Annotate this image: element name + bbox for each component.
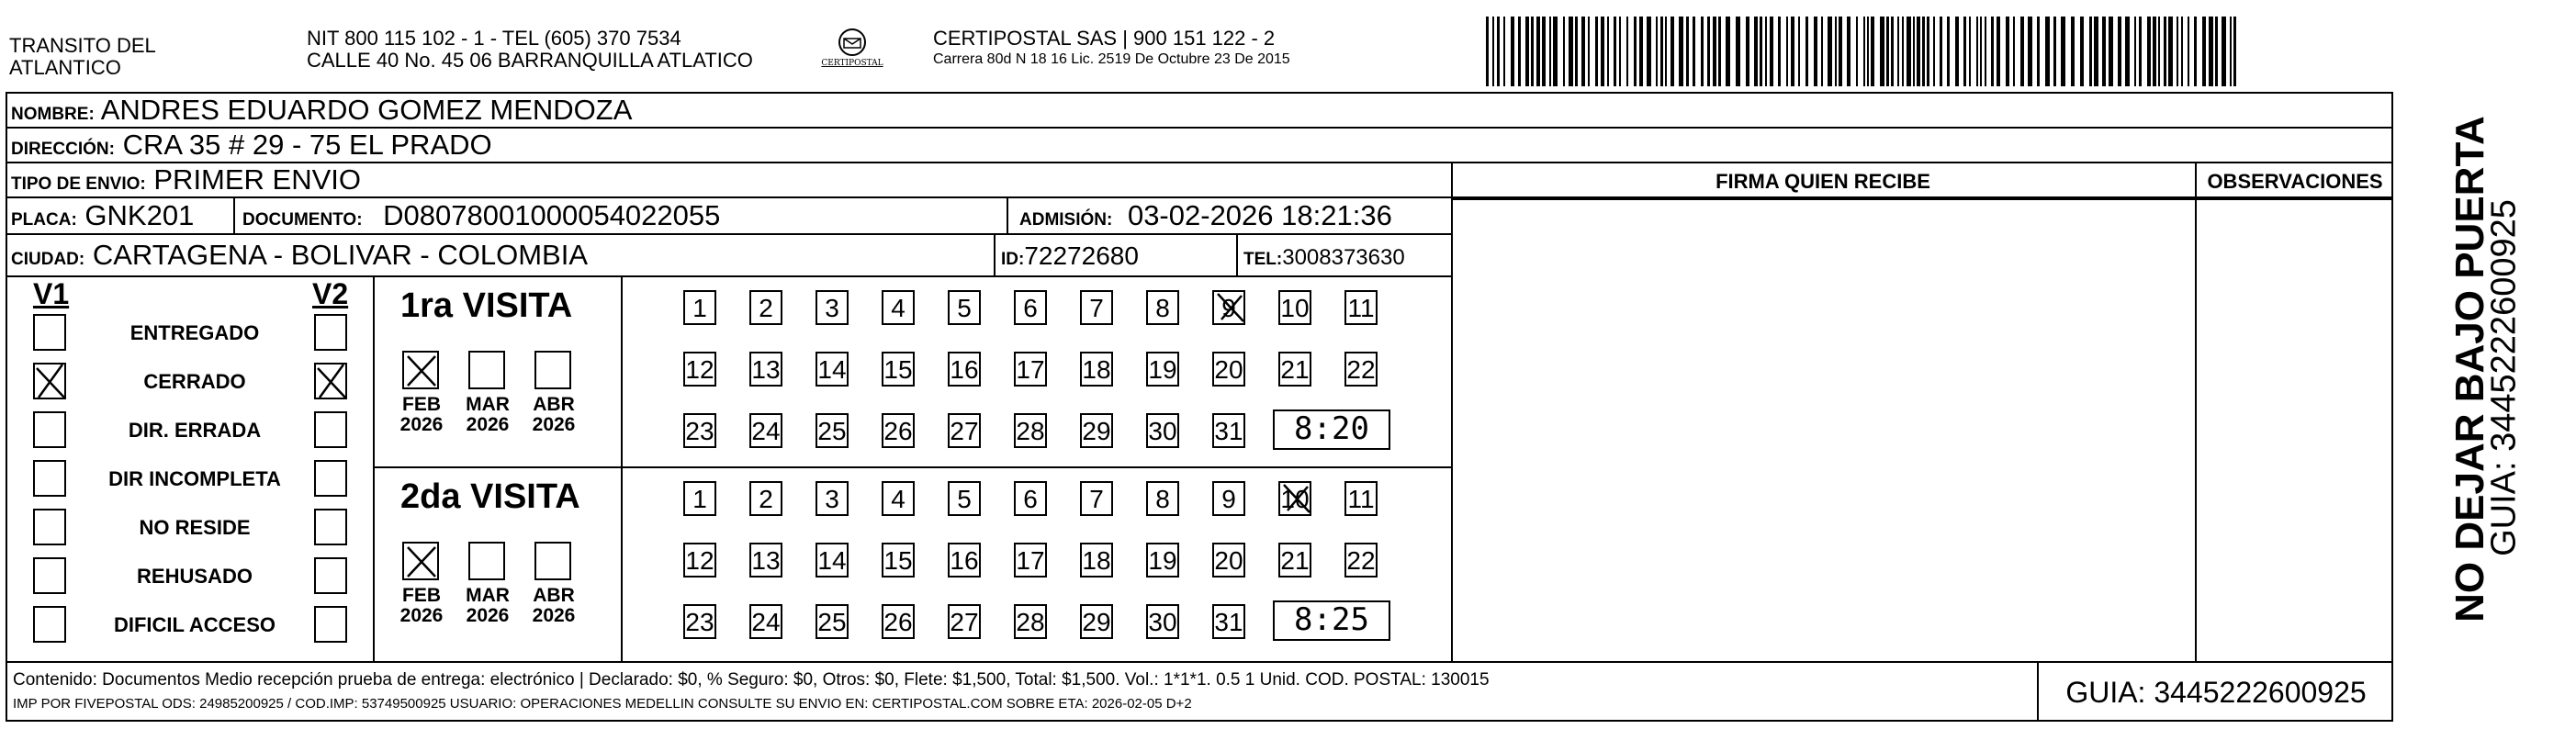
v2-checkbox-3[interactable] bbox=[314, 460, 347, 497]
status-label-0: ENTREGADO bbox=[129, 321, 260, 344]
barcode-bar bbox=[2020, 17, 2024, 86]
barcode-bar bbox=[1856, 17, 1858, 86]
visit-1-month-checkbox-0[interactable] bbox=[402, 542, 439, 580]
visit-0-day-13[interactable]: 13 bbox=[749, 352, 782, 387]
barcode-bar bbox=[1765, 17, 1767, 86]
visit-0-day-29[interactable]: 29 bbox=[1080, 413, 1113, 448]
barcode-bar bbox=[1917, 17, 1920, 86]
visit-1-day-4[interactable]: 4 bbox=[882, 481, 915, 516]
v2-checkbox-1[interactable] bbox=[314, 363, 347, 399]
id-cell bbox=[996, 235, 1238, 275]
v2-checkbox-6[interactable] bbox=[314, 606, 347, 643]
barcode-bar bbox=[2094, 17, 2098, 86]
barcode-bar bbox=[2028, 17, 2032, 86]
barcode-bar bbox=[1791, 17, 1794, 86]
recipient-address: CRA 35 # 29 - 75 EL PRADO bbox=[122, 129, 492, 161]
footer-print-info: IMP POR FIVEPOSTAL ODS: 24985200925 / COD.IMP: 53749500925 USUARIO: OPERACIONES MEDELLIN CONSULTE SU ENVIO EN: CERTIPOSTAL.COM SOBRE ETA: 2026-02-05 D+2 bbox=[13, 696, 1192, 712]
barcode-bar bbox=[1634, 17, 1637, 86]
barcode-bar bbox=[1701, 17, 1704, 86]
barcode-bar bbox=[2053, 17, 2056, 86]
visit-0-day-23[interactable]: 23 bbox=[683, 413, 716, 448]
barcode-bar bbox=[1897, 17, 1899, 86]
footer-divider bbox=[6, 661, 2393, 663]
visit-0-month-label-0 bbox=[389, 395, 454, 435]
visit-1-month-checkbox-1[interactable] bbox=[468, 542, 505, 580]
city-row bbox=[6, 235, 1451, 277]
barcode-bar bbox=[1835, 17, 1837, 86]
footer-guide: GUIA: 3445222600925 bbox=[2065, 676, 2367, 709]
shipping-type: PRIMER ENVIO bbox=[153, 163, 362, 196]
visit-0-day-15[interactable]: 15 bbox=[882, 352, 915, 387]
hand-x-mark-icon bbox=[404, 353, 441, 391]
status-label-4: NO RESIDE bbox=[139, 516, 251, 539]
document-cell bbox=[235, 198, 1008, 233]
day-number: 9 bbox=[1221, 294, 1236, 322]
barcode-bar bbox=[2209, 17, 2213, 86]
barcode-bar bbox=[1947, 17, 1950, 86]
barcode-bar bbox=[2118, 17, 2121, 86]
visit-1-day-9[interactable]: 9 bbox=[1212, 481, 1245, 516]
visit-1-month-checkbox-2[interactable] bbox=[534, 542, 571, 580]
barcode-bar bbox=[1991, 17, 1994, 86]
barcode-bar bbox=[2188, 17, 2189, 86]
signature-header: FIRMA QUIEN RECIBE bbox=[1715, 170, 1930, 193]
name-label: NOMBRE: bbox=[11, 105, 95, 124]
barcode-bar bbox=[1828, 17, 1832, 86]
month-name: FEB bbox=[402, 394, 441, 415]
nit-line: NIT 800 115 102 - 1 - TEL (605) 370 7534 bbox=[307, 27, 681, 50]
barcode-bar bbox=[1595, 17, 1598, 86]
barcode-bar bbox=[1940, 17, 1942, 86]
visit-1-day-2[interactable]: 2 bbox=[749, 481, 782, 516]
barcode bbox=[1486, 17, 2239, 86]
barcode-bar bbox=[1963, 17, 1966, 86]
shipping-label: TIPO DE ENVIO: bbox=[11, 174, 146, 194]
barcode-bar bbox=[2168, 17, 2173, 86]
barcode-bar bbox=[1518, 17, 1521, 86]
barcode-bar bbox=[1553, 17, 1558, 86]
barcode-bar bbox=[2139, 17, 2142, 86]
barcode-bar bbox=[1563, 17, 1565, 86]
org-contact bbox=[307, 28, 753, 72]
month-name: MAR bbox=[466, 585, 510, 606]
barcode-bar bbox=[1726, 17, 1730, 86]
visit-0-day-28[interactable]: 28 bbox=[1014, 413, 1047, 448]
visit-0-day-11[interactable]: 11 bbox=[1344, 290, 1378, 325]
visit-1-day-21[interactable]: 21 bbox=[1278, 543, 1311, 578]
visit-0-day-5[interactable]: 5 bbox=[948, 290, 981, 325]
barcode-bar bbox=[1639, 17, 1643, 86]
barcode-bar bbox=[1980, 17, 1982, 86]
visit-0-day-3[interactable]: 3 bbox=[816, 290, 849, 325]
month-year: 2026 bbox=[532, 414, 576, 435]
barcode-bar bbox=[1601, 17, 1604, 86]
barcode-bar bbox=[2230, 17, 2232, 86]
barcode-bar bbox=[2061, 17, 2065, 86]
hand-x-mark-icon bbox=[310, 359, 351, 403]
day-number: 10 bbox=[1280, 485, 1310, 513]
barcode-bar bbox=[1581, 17, 1585, 86]
barcode-bar bbox=[1814, 17, 1817, 86]
barcode-bar bbox=[1492, 17, 1494, 86]
visit-1-day-7[interactable]: 7 bbox=[1080, 481, 1113, 516]
barcode-bar bbox=[1656, 17, 1658, 86]
barcode-bar bbox=[1660, 17, 1663, 86]
visit-1-day-17[interactable]: 17 bbox=[1014, 543, 1047, 578]
barcode-bar bbox=[1707, 17, 1710, 86]
barcode-bar bbox=[1614, 17, 1616, 86]
barcode-bar bbox=[1531, 17, 1534, 86]
visit-0-day-6[interactable]: 6 bbox=[1014, 290, 1047, 325]
city-label: CIUDAD: bbox=[11, 250, 85, 269]
visit-panel-divider bbox=[621, 277, 623, 661]
company-line: CERTIPOSTAL SAS | 900 151 122 - 2 bbox=[933, 27, 1276, 50]
visit-title-1: 2da VISITA bbox=[400, 477, 580, 516]
barcode-bar bbox=[2202, 17, 2206, 86]
document-value: D08078001000054022055 bbox=[383, 199, 721, 231]
visit-0-day-8[interactable]: 8 bbox=[1146, 290, 1179, 325]
barcode-bar bbox=[1863, 17, 1865, 86]
barcode-bar bbox=[2147, 17, 2151, 86]
barcode-bar bbox=[1933, 17, 1935, 86]
barcode-bar bbox=[1922, 17, 1925, 86]
visit-1-day-22[interactable]: 22 bbox=[1344, 543, 1378, 578]
visit-1-day-11[interactable]: 11 bbox=[1344, 481, 1378, 516]
barcode-bar bbox=[1569, 17, 1573, 86]
barcode-bar bbox=[1503, 17, 1505, 86]
side-warning: NO DEJAR BAJO PUERTA bbox=[2447, 116, 2492, 622]
visit-1-day-13[interactable]: 13 bbox=[749, 543, 782, 578]
hand-x-mark-icon bbox=[1212, 290, 1249, 327]
barcode-bar bbox=[1786, 17, 1788, 86]
visit-0-day-24[interactable]: 24 bbox=[749, 413, 782, 448]
v1-checkbox-3[interactable] bbox=[33, 460, 66, 497]
license-line: Carrera 80d N 18 16 Lic. 2519 De Octubre 23 De 2015 bbox=[933, 51, 1290, 67]
v1-checkbox-1[interactable] bbox=[33, 363, 66, 399]
barcode-bar bbox=[2013, 17, 2015, 86]
org-name bbox=[9, 35, 156, 79]
barcode-bar bbox=[1821, 17, 1823, 86]
barcode-bar bbox=[1686, 17, 1689, 86]
barcode-bar bbox=[2037, 17, 2040, 86]
visit-0-day-12[interactable]: 12 bbox=[683, 352, 716, 387]
barcode-bar bbox=[1718, 17, 1721, 86]
visit-0-month-label-1 bbox=[456, 395, 520, 435]
status-label-6: DIFICIL ACCESO bbox=[113, 613, 276, 636]
barcode-bar bbox=[1575, 17, 1578, 86]
barcode-bar bbox=[1798, 17, 1800, 86]
barcode-bar bbox=[1511, 17, 1514, 86]
barcode-bar bbox=[1886, 17, 1889, 86]
barcode-bar bbox=[2080, 17, 2084, 86]
barcode-bar bbox=[2006, 17, 2009, 86]
visit-1-day-14[interactable]: 14 bbox=[816, 543, 849, 578]
visit-0-month-label-2 bbox=[522, 395, 586, 435]
barcode-bar bbox=[1670, 17, 1674, 86]
barcode-bar bbox=[2233, 17, 2236, 86]
visit-title-0: 1ra VISITA bbox=[400, 286, 573, 325]
v2-label: V2 bbox=[312, 277, 349, 310]
hand-x-mark-icon bbox=[1278, 481, 1315, 518]
visit-0-day-2[interactable]: 2 bbox=[749, 290, 782, 325]
barcode-bar bbox=[2134, 17, 2136, 86]
header-underline-right bbox=[1451, 198, 2393, 200]
side-guide: GUIA: 3445222600925 bbox=[2484, 199, 2524, 556]
visit-1-day-3[interactable]: 3 bbox=[816, 481, 849, 516]
visit-0-month-checkbox-0[interactable] bbox=[402, 351, 439, 389]
barcode-bar bbox=[1626, 17, 1628, 86]
barcode-bar bbox=[2164, 17, 2166, 86]
barcode-bar bbox=[1647, 17, 1651, 86]
v2-checkbox-2[interactable] bbox=[314, 411, 347, 448]
v2-checkbox-0[interactable] bbox=[314, 314, 347, 351]
visit-1-day-28[interactable]: 28 bbox=[1014, 604, 1047, 639]
visit-1-day-15[interactable]: 15 bbox=[882, 543, 915, 578]
visit-0-day-10[interactable]: 10 bbox=[1278, 290, 1311, 325]
city-value: CARTAGENA - BOLIVAR - COLOMBIA bbox=[92, 239, 589, 271]
barcode-bar bbox=[1770, 17, 1773, 86]
tel-label: TEL: bbox=[1243, 250, 1283, 269]
v2-checkbox-5[interactable] bbox=[314, 557, 347, 594]
admission-label: ADMISIÓN: bbox=[1019, 210, 1113, 230]
visit-1-day-8[interactable]: 8 bbox=[1146, 481, 1179, 516]
footer-contents: Contenido: Documentos Medio recepción prueba de entrega: electrónico | Declarado: $0, % Seguro: $0, Otros: $0, Flete: $1,500, Total: $1,500. Vol.: 1*1*1. 0.5 1 Unid. COD. POSTAL: 130015 bbox=[13, 670, 1490, 690]
v1-checkbox-6[interactable] bbox=[33, 606, 66, 643]
visit-1-month-label-0 bbox=[389, 586, 454, 626]
barcode-bar bbox=[1976, 17, 1978, 86]
visit-0-day-1[interactable]: 1 bbox=[683, 290, 716, 325]
visit-1-day-23[interactable]: 23 bbox=[683, 604, 716, 639]
barcode-bar bbox=[1549, 17, 1551, 86]
status-label-1: CERRADO bbox=[143, 370, 246, 393]
barcode-bar bbox=[1760, 17, 1762, 86]
visit-0-day-14[interactable]: 14 bbox=[816, 352, 849, 387]
barcode-bar bbox=[1902, 17, 1904, 86]
visit-split-line bbox=[375, 466, 1451, 468]
barcode-bar bbox=[1486, 17, 1489, 86]
barcode-bar bbox=[2109, 17, 2113, 86]
barcode-bar bbox=[1693, 17, 1695, 86]
address-line: CALLE 40 No. 45 06 BARRANQUILLA ATLATICO bbox=[307, 49, 753, 72]
barcode-bar bbox=[2071, 17, 2075, 86]
visit-1-day-16[interactable]: 16 bbox=[948, 543, 981, 578]
barcode-bar bbox=[1736, 17, 1740, 86]
visit-1-day-31[interactable]: 31 bbox=[1212, 604, 1245, 639]
visit-1-day-19[interactable]: 19 bbox=[1146, 543, 1179, 578]
v1-checkbox-5[interactable] bbox=[33, 557, 66, 594]
month-year: 2026 bbox=[466, 605, 510, 626]
barcode-bar bbox=[2153, 17, 2156, 86]
month-year: 2026 bbox=[399, 414, 444, 435]
barcode-graphic bbox=[1486, 17, 2239, 86]
admission-cell bbox=[1008, 198, 1451, 233]
visit-1-day-25[interactable]: 25 bbox=[816, 604, 849, 639]
visit-0-day-9[interactable] bbox=[1212, 290, 1245, 325]
plate-cell bbox=[6, 198, 235, 233]
recipient-name: ANDRES EDUARDO GOMEZ MENDOZA bbox=[100, 94, 633, 126]
hand-x-mark-icon bbox=[29, 359, 70, 403]
visit-1-day-26[interactable]: 26 bbox=[882, 604, 915, 639]
visit-1-day-29[interactable]: 29 bbox=[1080, 604, 1113, 639]
visit-0-day-27[interactable]: 27 bbox=[948, 413, 981, 448]
visit-0-month-checkbox-1[interactable] bbox=[468, 351, 505, 389]
month-name: ABR bbox=[533, 394, 575, 415]
visit-0-day-22[interactable]: 22 bbox=[1344, 352, 1378, 387]
visit-0-day-18[interactable]: 18 bbox=[1080, 352, 1113, 387]
barcode-bar bbox=[2222, 17, 2226, 86]
month-year: 2026 bbox=[466, 414, 510, 435]
v1-checkbox-2[interactable] bbox=[33, 411, 66, 448]
visit-1-day-5[interactable]: 5 bbox=[948, 481, 981, 516]
status-label-2: DIR. ERRADA bbox=[128, 419, 262, 442]
barcode-bar bbox=[1907, 17, 1911, 86]
v1-label: V1 bbox=[33, 277, 70, 310]
barcode-bar bbox=[2125, 17, 2130, 86]
city-cell bbox=[6, 235, 996, 275]
barcode-bar bbox=[1542, 17, 1546, 86]
month-name: FEB bbox=[402, 585, 441, 606]
visit-0-day-7[interactable]: 7 bbox=[1080, 290, 1113, 325]
name-row bbox=[6, 94, 2393, 129]
visit-0-day-4[interactable]: 4 bbox=[882, 290, 915, 325]
visit-1-day-27[interactable]: 27 bbox=[948, 604, 981, 639]
v2-checkbox-4[interactable] bbox=[314, 509, 347, 545]
barcode-bar bbox=[2158, 17, 2160, 86]
id-label: ID: bbox=[1001, 250, 1025, 269]
barcode-bar bbox=[1607, 17, 1609, 86]
barcode-bar bbox=[1880, 17, 1884, 86]
certipostal-logo bbox=[816, 28, 889, 73]
visit-0-day-20[interactable]: 20 bbox=[1212, 352, 1245, 387]
tel-cell bbox=[1238, 235, 1451, 275]
org-line-2: ATLANTICO bbox=[9, 56, 121, 79]
v1-checkbox-4[interactable] bbox=[33, 509, 66, 545]
barcode-bar bbox=[1713, 17, 1716, 86]
barcode-bar bbox=[1805, 17, 1808, 86]
logo-text: CERTIPOSTAL bbox=[821, 59, 883, 68]
barcode-bar bbox=[1927, 17, 1929, 86]
barcode-bar bbox=[1754, 17, 1758, 86]
side-text bbox=[2411, 92, 2567, 643]
company-info bbox=[933, 28, 1290, 70]
barcode-bar bbox=[1536, 17, 1540, 86]
visit-1-day-1[interactable]: 1 bbox=[683, 481, 716, 516]
visit-1-day-18[interactable]: 18 bbox=[1080, 543, 1113, 578]
barcode-bar bbox=[1985, 17, 1986, 86]
document-label: DOCUMENTO: bbox=[242, 210, 363, 230]
observations-header: OBSERVACIONES bbox=[2207, 170, 2383, 193]
v1-checkbox-0[interactable] bbox=[33, 314, 66, 351]
barcode-bar bbox=[1619, 17, 1621, 86]
admission-value: 03-02-2026 18:21:36 bbox=[1127, 199, 1392, 231]
barcode-bar bbox=[1746, 17, 1749, 86]
barcode-bar bbox=[1525, 17, 1529, 86]
signature-divider bbox=[1451, 163, 1453, 661]
visit-0-day-21[interactable]: 21 bbox=[1278, 352, 1311, 387]
barcode-bar bbox=[2177, 17, 2178, 86]
month-name: ABR bbox=[533, 585, 575, 606]
visit-1-day-30[interactable]: 30 bbox=[1146, 604, 1179, 639]
barcode-bar bbox=[1997, 17, 2000, 86]
visit-1-time: 8:25 bbox=[1273, 600, 1390, 641]
plate-label: PLACA: bbox=[11, 210, 77, 230]
month-name: MAR bbox=[466, 394, 510, 415]
barcode-bar bbox=[1871, 17, 1874, 86]
barcode-bar bbox=[1588, 17, 1590, 86]
org-line-1: TRANSITO DEL bbox=[9, 34, 156, 57]
visit-0-day-31[interactable]: 31 bbox=[1212, 413, 1245, 448]
barcode-bar bbox=[2045, 17, 2050, 86]
address-row bbox=[6, 129, 2393, 163]
barcode-bar bbox=[1847, 17, 1850, 86]
visit-0-day-30[interactable]: 30 bbox=[1146, 413, 1179, 448]
barcode-bar bbox=[2089, 17, 2092, 86]
barcode-bar bbox=[1867, 17, 1869, 86]
barcode-bar bbox=[2181, 17, 2183, 86]
visit-1-day-20[interactable]: 20 bbox=[1212, 543, 1245, 578]
address-label: DIRECCIÓN: bbox=[11, 140, 115, 159]
visit-0-day-19[interactable]: 19 bbox=[1146, 352, 1179, 387]
visit-0-time: 8:20 bbox=[1273, 409, 1390, 450]
barcode-bar bbox=[1969, 17, 1971, 86]
visit-0-month-checkbox-2[interactable] bbox=[534, 351, 571, 389]
visit-1-day-10[interactable] bbox=[1278, 481, 1311, 516]
visit-0-day-16[interactable]: 16 bbox=[948, 352, 981, 387]
visit-0-day-25[interactable]: 25 bbox=[816, 413, 849, 448]
visit-1-day-12[interactable]: 12 bbox=[683, 543, 716, 578]
tel-value: 3008373630 bbox=[1282, 245, 1405, 270]
month-year: 2026 bbox=[532, 605, 576, 626]
visit-0-day-26[interactable]: 26 bbox=[882, 413, 915, 448]
visit-1-day-24[interactable]: 24 bbox=[749, 604, 782, 639]
plate-row bbox=[6, 198, 1451, 235]
barcode-bar bbox=[1665, 17, 1667, 86]
month-year: 2026 bbox=[399, 605, 444, 626]
status-label-3: DIR INCOMPLETA bbox=[108, 467, 281, 490]
barcode-bar bbox=[1839, 17, 1842, 86]
barcode-bar bbox=[1679, 17, 1683, 86]
observations-divider bbox=[2195, 163, 2197, 661]
barcode-bar bbox=[1891, 17, 1894, 86]
status-label-5: REHUSADO bbox=[137, 565, 253, 588]
barcode-bar bbox=[1913, 17, 1915, 86]
barcode-bar bbox=[2102, 17, 2106, 86]
visit-0-day-17[interactable]: 17 bbox=[1014, 352, 1047, 387]
barcode-bar bbox=[1778, 17, 1781, 86]
plate-value: GNK201 bbox=[84, 199, 195, 231]
hand-x-mark-icon bbox=[404, 544, 441, 582]
visit-1-month-label-2 bbox=[522, 586, 586, 626]
barcode-bar bbox=[1497, 17, 1500, 86]
barcode-bar bbox=[1955, 17, 1959, 86]
status-panel-divider bbox=[373, 277, 375, 661]
visit-1-day-6[interactable]: 6 bbox=[1014, 481, 1047, 516]
barcode-bar bbox=[2194, 17, 2197, 86]
id-value: 72272680 bbox=[1024, 241, 1139, 270]
visit-1-month-label-1 bbox=[456, 586, 520, 626]
barcode-bar bbox=[2215, 17, 2218, 86]
